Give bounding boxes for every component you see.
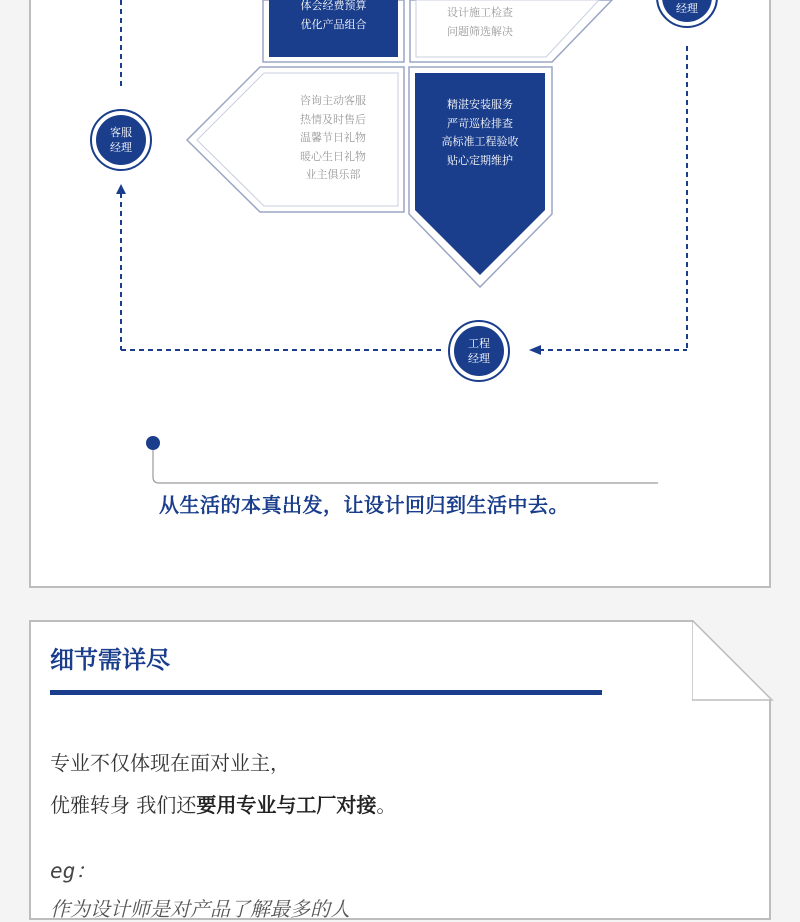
panel-left-line: 暖心生日礼物 [300,149,366,163]
badge-text: 经理 [676,2,698,15]
project-manager-badge [448,320,510,382]
panel-bottom-line: 严苛巡检排查 [447,116,513,130]
panel-top-right-line: 设计施工检查 [447,6,513,19]
service-manager-badge [90,109,152,171]
paragraph-line-2 [50,789,396,818]
arrow-up-icon [116,184,126,194]
panel-left-line: 温馨节日礼物 [300,131,366,144]
slogan-text: 从生活的本真出发，让设计回归到生活中去。 [159,493,569,517]
panel-bottom-line: 贴心定期维护 [447,153,513,167]
paragraph-line-1: 专业不仅体现在面对业主， [50,751,290,775]
paragraph-text: 。 [376,793,397,817]
panel-bottom-line: 精湛安装服务 [447,98,513,111]
panel-top-left-line: 优化产品组合 [300,17,367,31]
badge-text: 经理 [110,141,132,154]
panel-top-right-text [416,4,544,41]
panel-top-right-line: 问题筛选解决 [447,24,513,38]
panel-top-left-text [269,0,398,34]
paragraph-line-3: 作为设计师是对产品了解最多的人 [50,897,350,921]
badge-text: 客服 [110,126,132,139]
panel-left-line: 咨询主动客服 [300,94,366,107]
panel-left-line: 热情及时售后 [300,112,366,126]
section-title: 细节需详尽 [50,646,170,674]
panel-bottom-line: 高标准工程验收 [441,135,519,148]
panel-left-line: 业主俱乐部 [305,168,361,181]
paragraph-text: 优雅转身 我们还 [50,793,197,817]
paragraph-emphasis: 要用专业与工厂对接 [196,793,377,817]
slogan-underline [153,450,658,483]
badge-text: 经理 [468,352,490,365]
panel-left-text [268,92,398,185]
slogan-bullet-icon [146,436,160,450]
arrow-left-icon [529,345,541,355]
page-fold-corner-icon [692,620,774,702]
panel-bottom-text [415,96,545,170]
badge-text: 工程 [468,337,490,350]
example-label: eg： [50,859,97,883]
panel-top-left-line: 体会经费预算 [300,0,367,12]
title-underline [50,690,602,695]
